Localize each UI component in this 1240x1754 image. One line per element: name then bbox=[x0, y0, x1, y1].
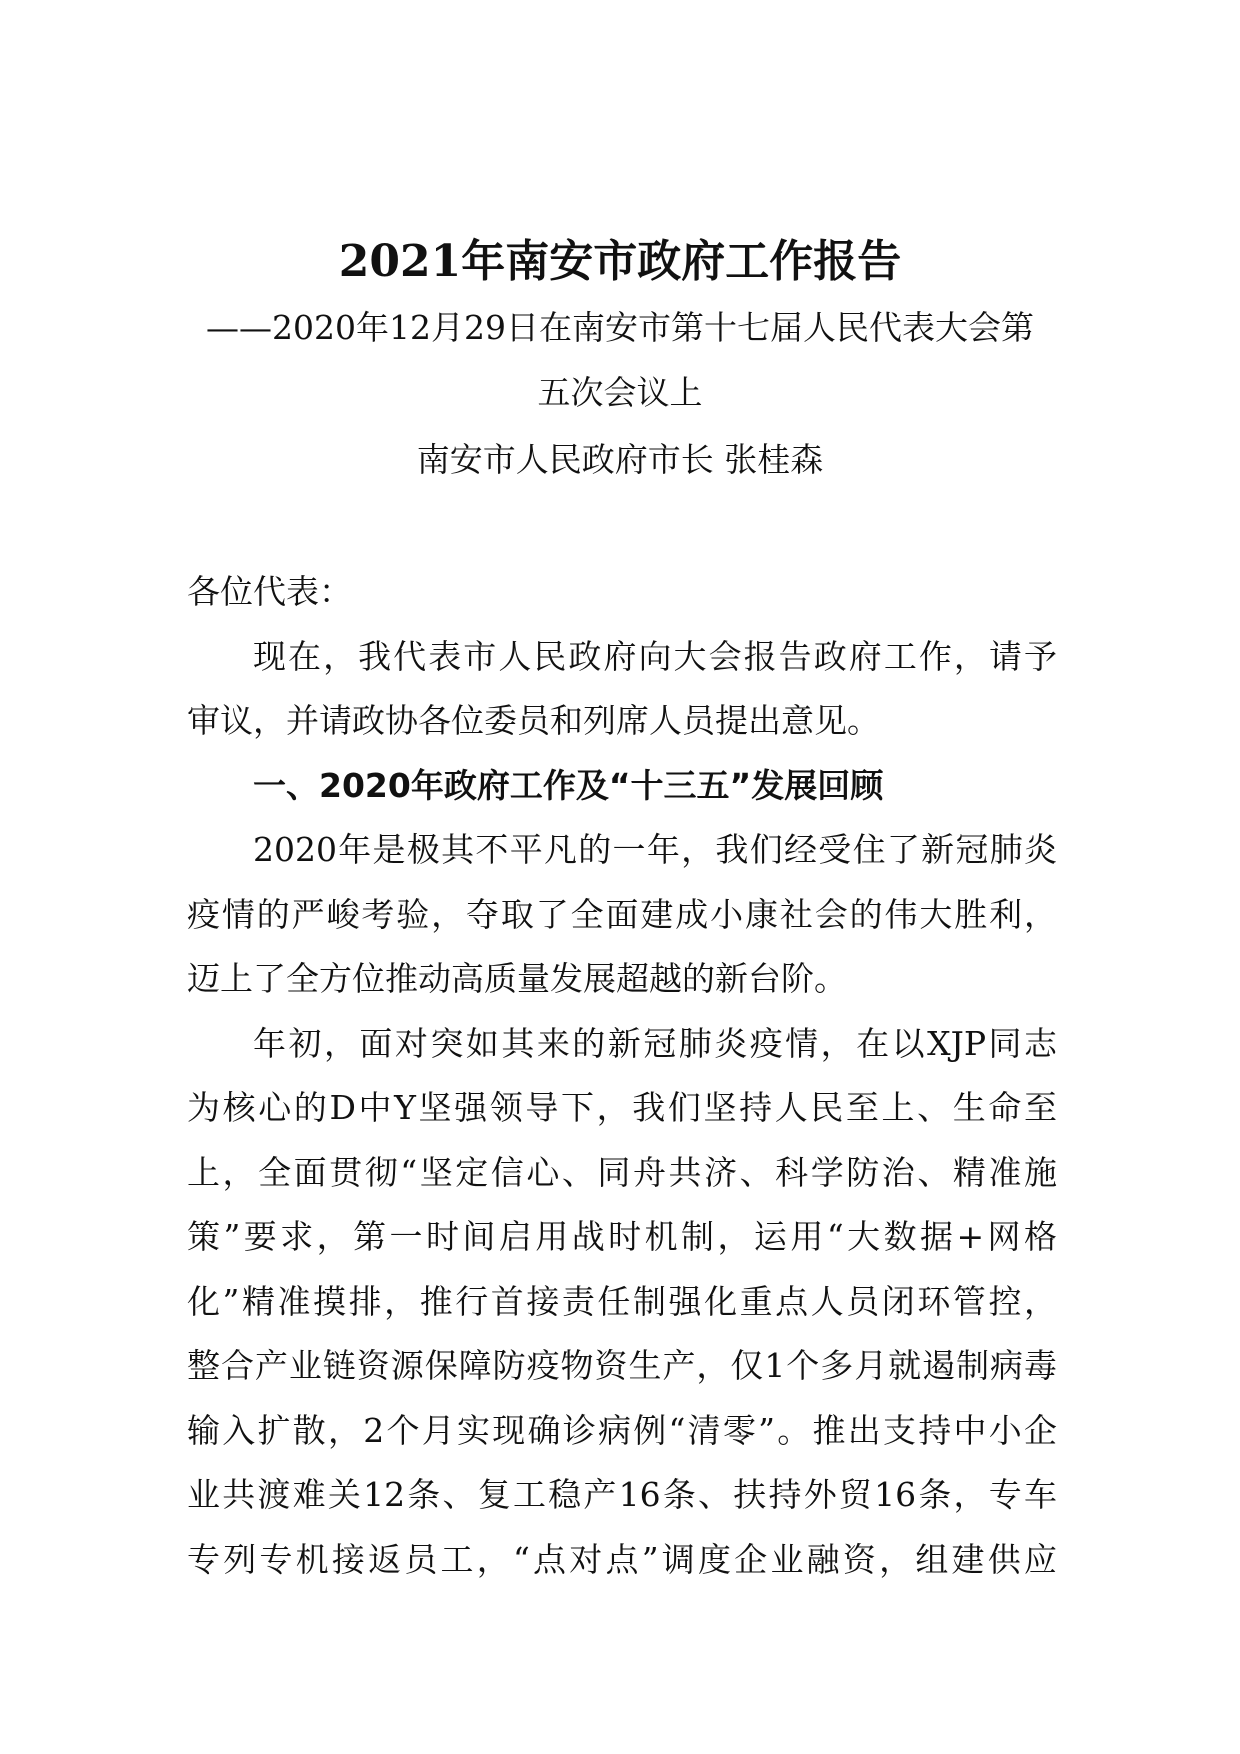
paragraph-line: 疫情的严峻考验，夺取了全面建成小康社会的伟大胜利， bbox=[187, 894, 1057, 934]
paragraph-line: 策”要求，第一时间启用战时机制，运用“大数据+网格 bbox=[187, 1217, 1057, 1256]
paragraph-line: 2020年是极其不平凡的一年，我们经受住了新冠肺炎 bbox=[253, 830, 1057, 869]
paragraph-line: 上，全面贯彻“坚定信心、同舟共济、科学防治、精准施 bbox=[187, 1152, 1057, 1192]
document-subtitle-line1: ——2020年12月29日在南安市第十七届人民代表大会第 bbox=[206, 308, 1034, 347]
section-heading: 一、2020年政府工作及“十三五”发展回顾 bbox=[253, 765, 884, 805]
paragraph-line: 现在，我代表市人民政府向大会报告政府工作，请予 bbox=[253, 636, 1057, 676]
paragraph-line: 为核心的D中Y坚强领导下，我们坚持人民至上、生命至 bbox=[187, 1088, 1057, 1127]
document-title: 2021年南安市政府工作报告 bbox=[338, 236, 902, 287]
salutation: 各位代表： bbox=[187, 572, 352, 611]
paragraph-line: 迈上了全方位推动高质量发展超越的新台阶。 bbox=[187, 959, 847, 998]
document-author: 南安市人民政府市长 张桂森 bbox=[416, 440, 824, 479]
paragraph-line: 整合产业链资源保障防疫物资生产，仅1个多月就遏制病毒 bbox=[187, 1346, 1057, 1385]
paragraph-line: 专列专机接返员工，“点对点”调度企业融资，组建供应 bbox=[187, 1539, 1057, 1579]
document-body bbox=[187, 560, 1057, 1592]
paragraph-line: 审议，并请政协各位委员和列席人员提出意见。 bbox=[187, 701, 880, 740]
document-subtitle-line2: 五次会议上 bbox=[537, 373, 703, 412]
paragraph-line: 输入扩散，2个月实现确诊病例“清零”。推出支持中小企 bbox=[187, 1410, 1057, 1450]
paragraph-line: 化”精准摸排，推行首接责任制强化重点人员闭环管控， bbox=[187, 1281, 1057, 1321]
paragraph-line: 年初，面对突如其来的新冠肺炎疫情，在以XJP同志 bbox=[253, 1023, 1057, 1063]
paragraph-line: 业共渡难关12条、复工稳产16条、扶持外贸16条，专车 bbox=[187, 1475, 1057, 1514]
